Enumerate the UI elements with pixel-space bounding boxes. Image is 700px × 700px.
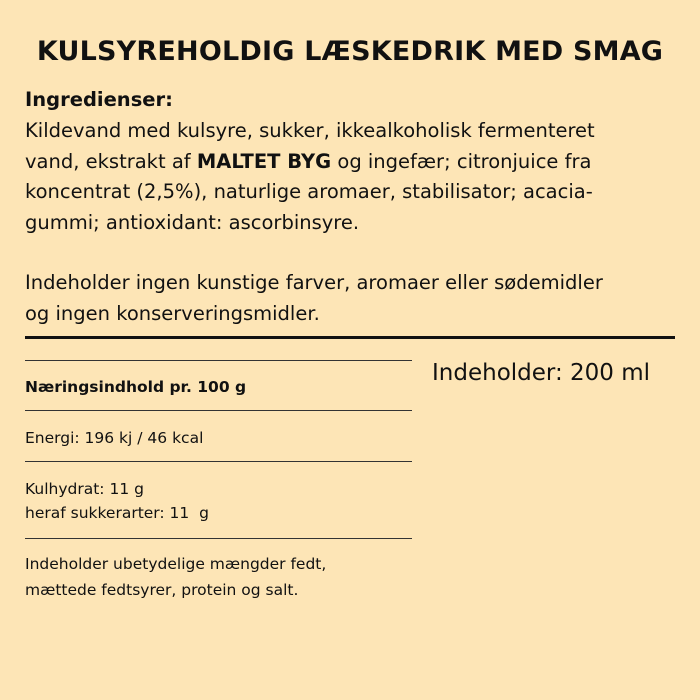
nutrition-note-line-2: mættede fedtsyrer, protein og salt.: [25, 581, 299, 599]
nutrition-sugars: heraf sukkerarter: 11 g: [25, 504, 209, 522]
allergen-highlight: MALTET BYG: [196, 149, 332, 173]
free-from-statement: [25, 268, 675, 329]
free-from-line-1: Indeholder ingen kunstige farver, aromaer eller sødemidler: [25, 271, 603, 294]
ingredients-line-2-start: vand, ekstrakt af: [25, 149, 197, 173]
ingredients-line-2-end: og ingefær; citronjuice fra: [331, 149, 592, 173]
nutrition-rule-top: [25, 360, 412, 361]
product-title: KULSYREHOLDIG LÆSKEDRIK MED SMAG: [36, 36, 664, 67]
ingredients-line-2: [25, 147, 675, 178]
ingredients-list: [25, 116, 675, 238]
ingredients-line-1: Kildevand med kulsyre, sukker, ikkealkoholisk fermenteret: [25, 119, 595, 142]
nutrition-rule: [25, 538, 412, 539]
volume-label: Indeholder: 200 ml: [432, 360, 651, 386]
nutrition-carbohydrate: Kulhydrat: 11 g: [25, 480, 144, 498]
ingredients-line-4: gummi; antioxidant: ascorbinsyre.: [25, 210, 360, 234]
free-from-line-2: og ingen konserveringsmidler.: [25, 301, 320, 325]
nutrition-heading: Næringsindhold pr. 100 g: [25, 378, 247, 396]
ingredients-line-3: koncentrat (2,5%), naturlige aromaer, stabilisator; acacia-: [25, 180, 593, 203]
nutrition-energy: Energi: 196 kj / 46 kcal: [25, 429, 204, 447]
nutrition-rule: [25, 410, 412, 411]
section-divider: [25, 336, 675, 339]
nutrition-rule: [25, 461, 412, 462]
nutrition-note-line-1: Indeholder ubetydelige mængder fedt,: [25, 555, 327, 573]
ingredients-heading: Ingredienser:: [25, 88, 173, 111]
